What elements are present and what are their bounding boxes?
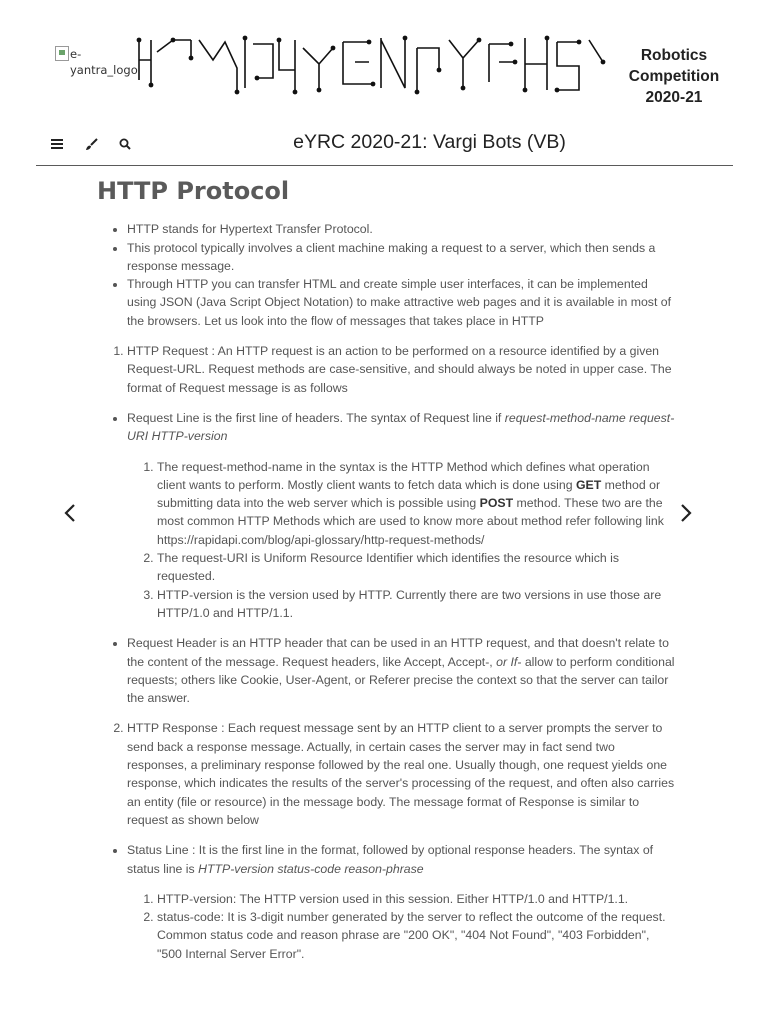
eyantra-logo[interactable] (55, 46, 138, 78)
previous-page-arrow-icon[interactable] (58, 500, 82, 526)
broken-image-icon (55, 46, 69, 61)
list-item (127, 409, 675, 622)
post-keyword: POST (479, 496, 514, 511)
request-line-syntax: request-method-name request-URI HTTP-version (127, 410, 675, 444)
get-keyword: GET (575, 477, 602, 492)
request-header-text-a: Request Header is an HTTP header that can be used in an HTTP request, and that doesn't relate to the content of the message. Request headers, like Accept, Accept-, (127, 636, 669, 669)
list-item: 3. HTTP-version is the version used by HTTP. Currently there are two versions in use those are HTTP/1.0 and HTTP/1.1. (157, 586, 675, 623)
list-item: 1. HTTP-version: The HTTP version used in this session. Either HTTP/1.0 and HTTP/1.1. (157, 890, 675, 908)
book-title: eYRC 2020-21: Vargi Bots (VB) (293, 131, 566, 153)
request-line-text: Request Line is the first line of headers. The syntax of Request line if (127, 410, 505, 425)
http-request-heading: HTTP Request : An HTTP request is an action to be performed on a resource identified by a given Request-URL. Request methods are case-sensitive, and should always be noted in upper case. The format of Request message is as follows (127, 344, 672, 395)
http-request-item (127, 342, 675, 707)
eyrc-circuit-banner (133, 30, 608, 100)
competition-line-2: Competition (628, 68, 720, 85)
list-item: • Through HTTP you can transfer HTML and create simple user interfaces, it can be implemented using JSON (Java Script Object Notation) to make attractive web pages and it is available in most of the browsers. Let us look into the flow of messages that takes place in HTTP (127, 275, 675, 330)
competition-title (615, 45, 733, 108)
request-header-or-if: or If- (496, 654, 522, 669)
request-line-list (97, 409, 675, 707)
competition-line-3: 2020-21 (645, 89, 703, 106)
method-text-b: method or submitting data into the web server which is possible using (157, 477, 661, 511)
list-item (157, 458, 675, 549)
status-line-text: Status Line : It is the first line in the format, followed by optional response headers. The syntax of status line is (127, 843, 654, 876)
site-header (0, 0, 768, 125)
status-line-syntax: HTTP-version status-code reason-phrase (198, 861, 424, 876)
menu-icon[interactable] (48, 135, 66, 153)
request-line-parts (127, 458, 675, 623)
page-content (97, 168, 675, 975)
status-line-parts (127, 890, 675, 963)
next-page-arrow-icon[interactable] (674, 500, 698, 526)
brush-icon[interactable] (82, 135, 100, 153)
list-item (127, 841, 675, 963)
list-item: • This protocol typically involves a client machine making a request to a server, which then sends a response message. (127, 239, 675, 276)
request-header-text-b: allow to perform conditional requests; others like Cookie, User-Agent, or Referer precise the context so that the server can tailor the answer. (127, 654, 675, 706)
method-text-a: The request-method-name in the syntax is the HTTP Method which defines what operation client wants to perform. Mostly client wants to fetch data which is done using (157, 459, 650, 492)
book-toolbar (36, 125, 733, 166)
list-item: 2. status-code: It is 3-digit number generated by the server to reflect the outcome of the request. Common status code and reason phrase are "200 OK", "404 Not Found", "403 Forbidden", "500 Internal Server Error". (157, 908, 675, 963)
list-item: • HTTP stands for Hypertext Transfer Protocol. (127, 220, 675, 238)
http-response-item (127, 719, 675, 963)
http-response-heading: HTTP Response : Each request message sent by an HTTP client to a server prompts the server to send back a response message. Actually, in certain cases the server may in fact send two responses, a preliminary response followed by the real one. Usually though, one request yields one response, which indicates the results of the server's processing of the request, and often also carries an entity (file or resource) in the message body. The message format of Response is similar to request as shown below (127, 721, 675, 827)
list-item: 2. The request-URI is Uniform Resource Identifier which identifies the resource which is requested. (157, 549, 675, 586)
page-title: HTTP Protocol (97, 177, 290, 205)
list-item (127, 634, 675, 707)
intro-list (97, 220, 675, 330)
logo-alt-text: e-yantra_logo (70, 47, 138, 77)
competition-line-1: Robotics (640, 47, 708, 64)
http-messages-list (97, 342, 675, 963)
method-text-c: method. These two are the most common HTTP Methods which are used to know more about method refer following link https://rapidapi.com/blog/api-glossary/http-request-methods/ (157, 496, 664, 547)
status-line-list (97, 841, 675, 963)
